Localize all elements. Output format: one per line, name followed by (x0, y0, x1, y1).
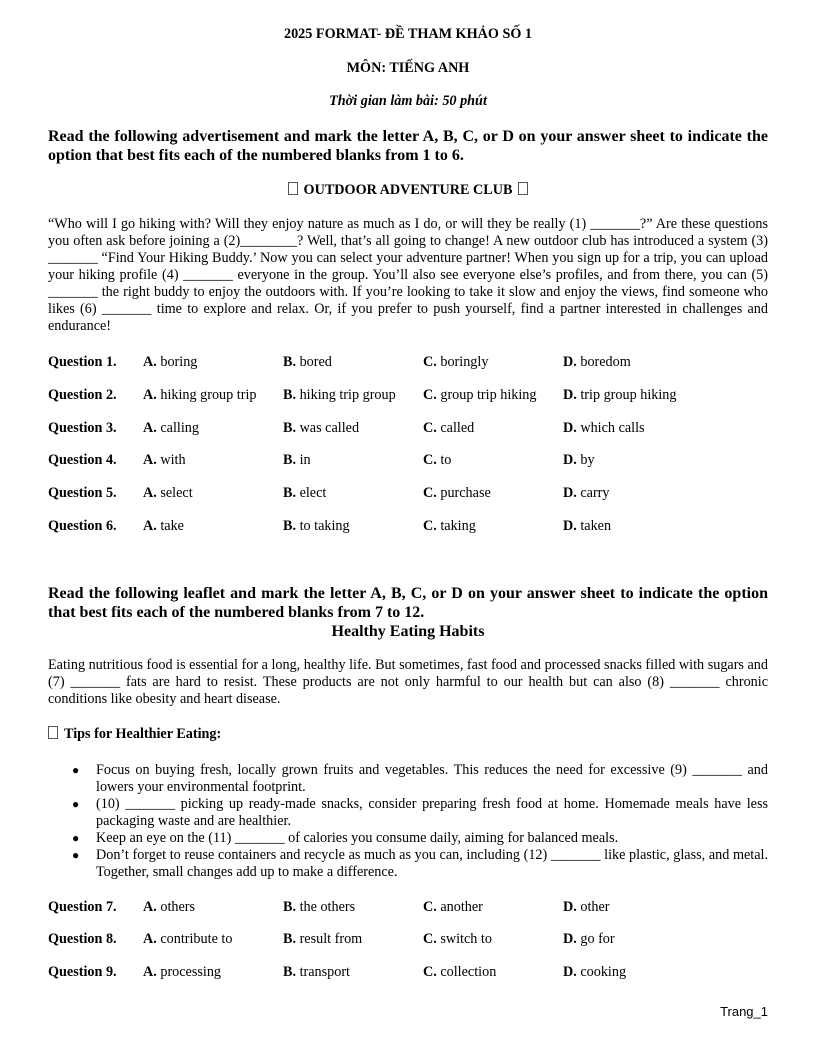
option-d: D. carry (563, 485, 610, 501)
bullet-icon: ● (72, 848, 80, 862)
ad-title (48, 182, 768, 199)
section1-instruction: Read the following advertisement and mark the letter A, B, C, or D on your answer sheet to indicate the option that best fits each of the numbered blanks from 1 to 6. (48, 128, 768, 164)
option-b: B. in (283, 452, 311, 468)
option-c: C. to (423, 452, 452, 468)
placeholder-glyph-icon (48, 726, 58, 739)
question-row (48, 420, 768, 438)
question-label: Question 3. (48, 420, 117, 436)
section2-instruction: Read the following leaflet and mark the letter A, B, C, or D on your answer sheet to indicate the option that best fits each of the numbered blanks from 7 to 12. (48, 585, 768, 621)
placeholder-glyph-icon (288, 182, 298, 195)
option-a: A. contribute to (143, 931, 233, 947)
list-item: ● Don’t forget to reuse containers and recycle as much as you can, including (12) _______ like plastic, glass, and metal. Together, small changes add up to make a difference. (72, 847, 768, 880)
option-a: A. processing (143, 964, 222, 980)
question-label: Question 1. (48, 354, 117, 370)
option-c: C. purchase (423, 485, 491, 501)
option-d: D. by (563, 452, 595, 468)
option-c: C. taking (423, 518, 476, 534)
option-d: D. go for (563, 931, 615, 947)
question-label: Question 2. (48, 387, 117, 403)
option-c: C. boringly (423, 354, 489, 370)
question-row (48, 899, 768, 917)
option-c: C. called (423, 420, 475, 436)
option-b: B. the others (283, 899, 356, 915)
option-b: B. result from (283, 931, 363, 947)
question-label: Question 9. (48, 964, 117, 980)
option-b: B. elect (283, 485, 327, 501)
question-row (48, 354, 768, 372)
option-b: B. hiking trip group (283, 387, 396, 403)
option-d: D. boredom (563, 354, 631, 370)
option-a: A. others (143, 899, 196, 915)
bullet-icon: ● (72, 797, 80, 811)
question-row (48, 485, 768, 503)
question-row (48, 931, 768, 949)
question-row (48, 452, 768, 470)
bullet-icon: ● (72, 763, 80, 777)
list-item: ● (10) _______ picking up ready-made snacks, consider preparing fresh food at home. Homemade meals have less packaging waste and are healthier. (72, 796, 768, 829)
option-d: D. trip group hiking (563, 387, 677, 403)
list-item: ● Focus on buying fresh, locally grown fruits and vegetables. This reduces the need for excessive (9) _______ and lowers your environmental footprint. (72, 762, 768, 795)
bullet-icon: ● (72, 831, 80, 845)
option-a: A. boring (143, 354, 198, 370)
question-label: Question 7. (48, 899, 117, 915)
time-line: Thời gian làm bài: 50 phút (329, 93, 487, 109)
option-a: A. calling (143, 420, 199, 436)
subject-line: MÔN: TIẾNG ANH (346, 60, 470, 76)
option-b: B. to taking (283, 518, 350, 534)
option-d: D. other (563, 899, 610, 915)
tips-heading (48, 726, 221, 743)
option-d: D. cooking (563, 964, 627, 980)
tips-heading-text: Tips for Healthier Eating: (64, 726, 222, 742)
option-c: C. collection (423, 964, 497, 980)
question-row (48, 964, 768, 982)
option-a: A. with (143, 452, 186, 468)
question-label: Question 8. (48, 931, 117, 947)
placeholder-glyph-icon (518, 182, 528, 195)
option-c: C. switch to (423, 931, 492, 947)
option-a: A. select (143, 485, 193, 501)
leaflet-title: Healthy Eating Habits (331, 623, 485, 640)
list-item: ● Keep an eye on the (11) _______ of calories you consume daily, aiming for balanced meals. (72, 830, 619, 846)
question-label: Question 4. (48, 452, 117, 468)
option-b: B. was called (283, 420, 360, 436)
option-c: C. another (423, 899, 483, 915)
question-label: Question 5. (48, 485, 117, 501)
page-number: Trang_1 (720, 1004, 768, 1019)
option-b: B. transport (283, 964, 350, 980)
option-b: B. bored (283, 354, 332, 370)
question-row (48, 387, 768, 405)
ad-title-text: OUTDOOR ADVENTURE CLUB (303, 182, 513, 198)
exam-title: 2025 FORMAT- ĐỀ THAM KHẢO SỐ 1 (283, 26, 533, 42)
leaflet-passage: Eating nutritious food is essential for a long, healthy life. But sometimes, fast food and processed snacks filled with sugars and (7) _______ fats are hard to resist. These products are not only harmful to our health but can also (8) _______ chronic conditions like obesity and heart disease. (48, 657, 768, 707)
option-d: D. taken (563, 518, 612, 534)
tips-list (48, 762, 768, 881)
question-label: Question 6. (48, 518, 117, 534)
option-a: A. take (143, 518, 184, 534)
option-a: A. hiking group trip (143, 387, 257, 403)
option-c: C. group trip hiking (423, 387, 537, 403)
option-d: D. which calls (563, 420, 645, 436)
advertisement-passage: “Who will I go hiking with? Will they enjoy nature as much as I do, or will they be really (1) _______?” Are these questions you often ask before joining a (2)________? Well, that’s all going to change! A new outdoor club has introduced a system (3) _______ “Find Your Hiking Buddy.’ Now you can select your adventure partner! When you sign up for a trip, you can upload your hiking profile (4) _______ everyone in the group. You’ll also see everyone else’s profiles, and from there, you can (5) _______ the right buddy to enjoy the outdoors with. If you’re looking to take it slow and enjoy the views, find someone who likes (6) _______ time to explore and relax. Or, if you prefer to push yourself, find a partner interested in challenges and endurance! (48, 216, 768, 334)
question-row (48, 518, 768, 536)
